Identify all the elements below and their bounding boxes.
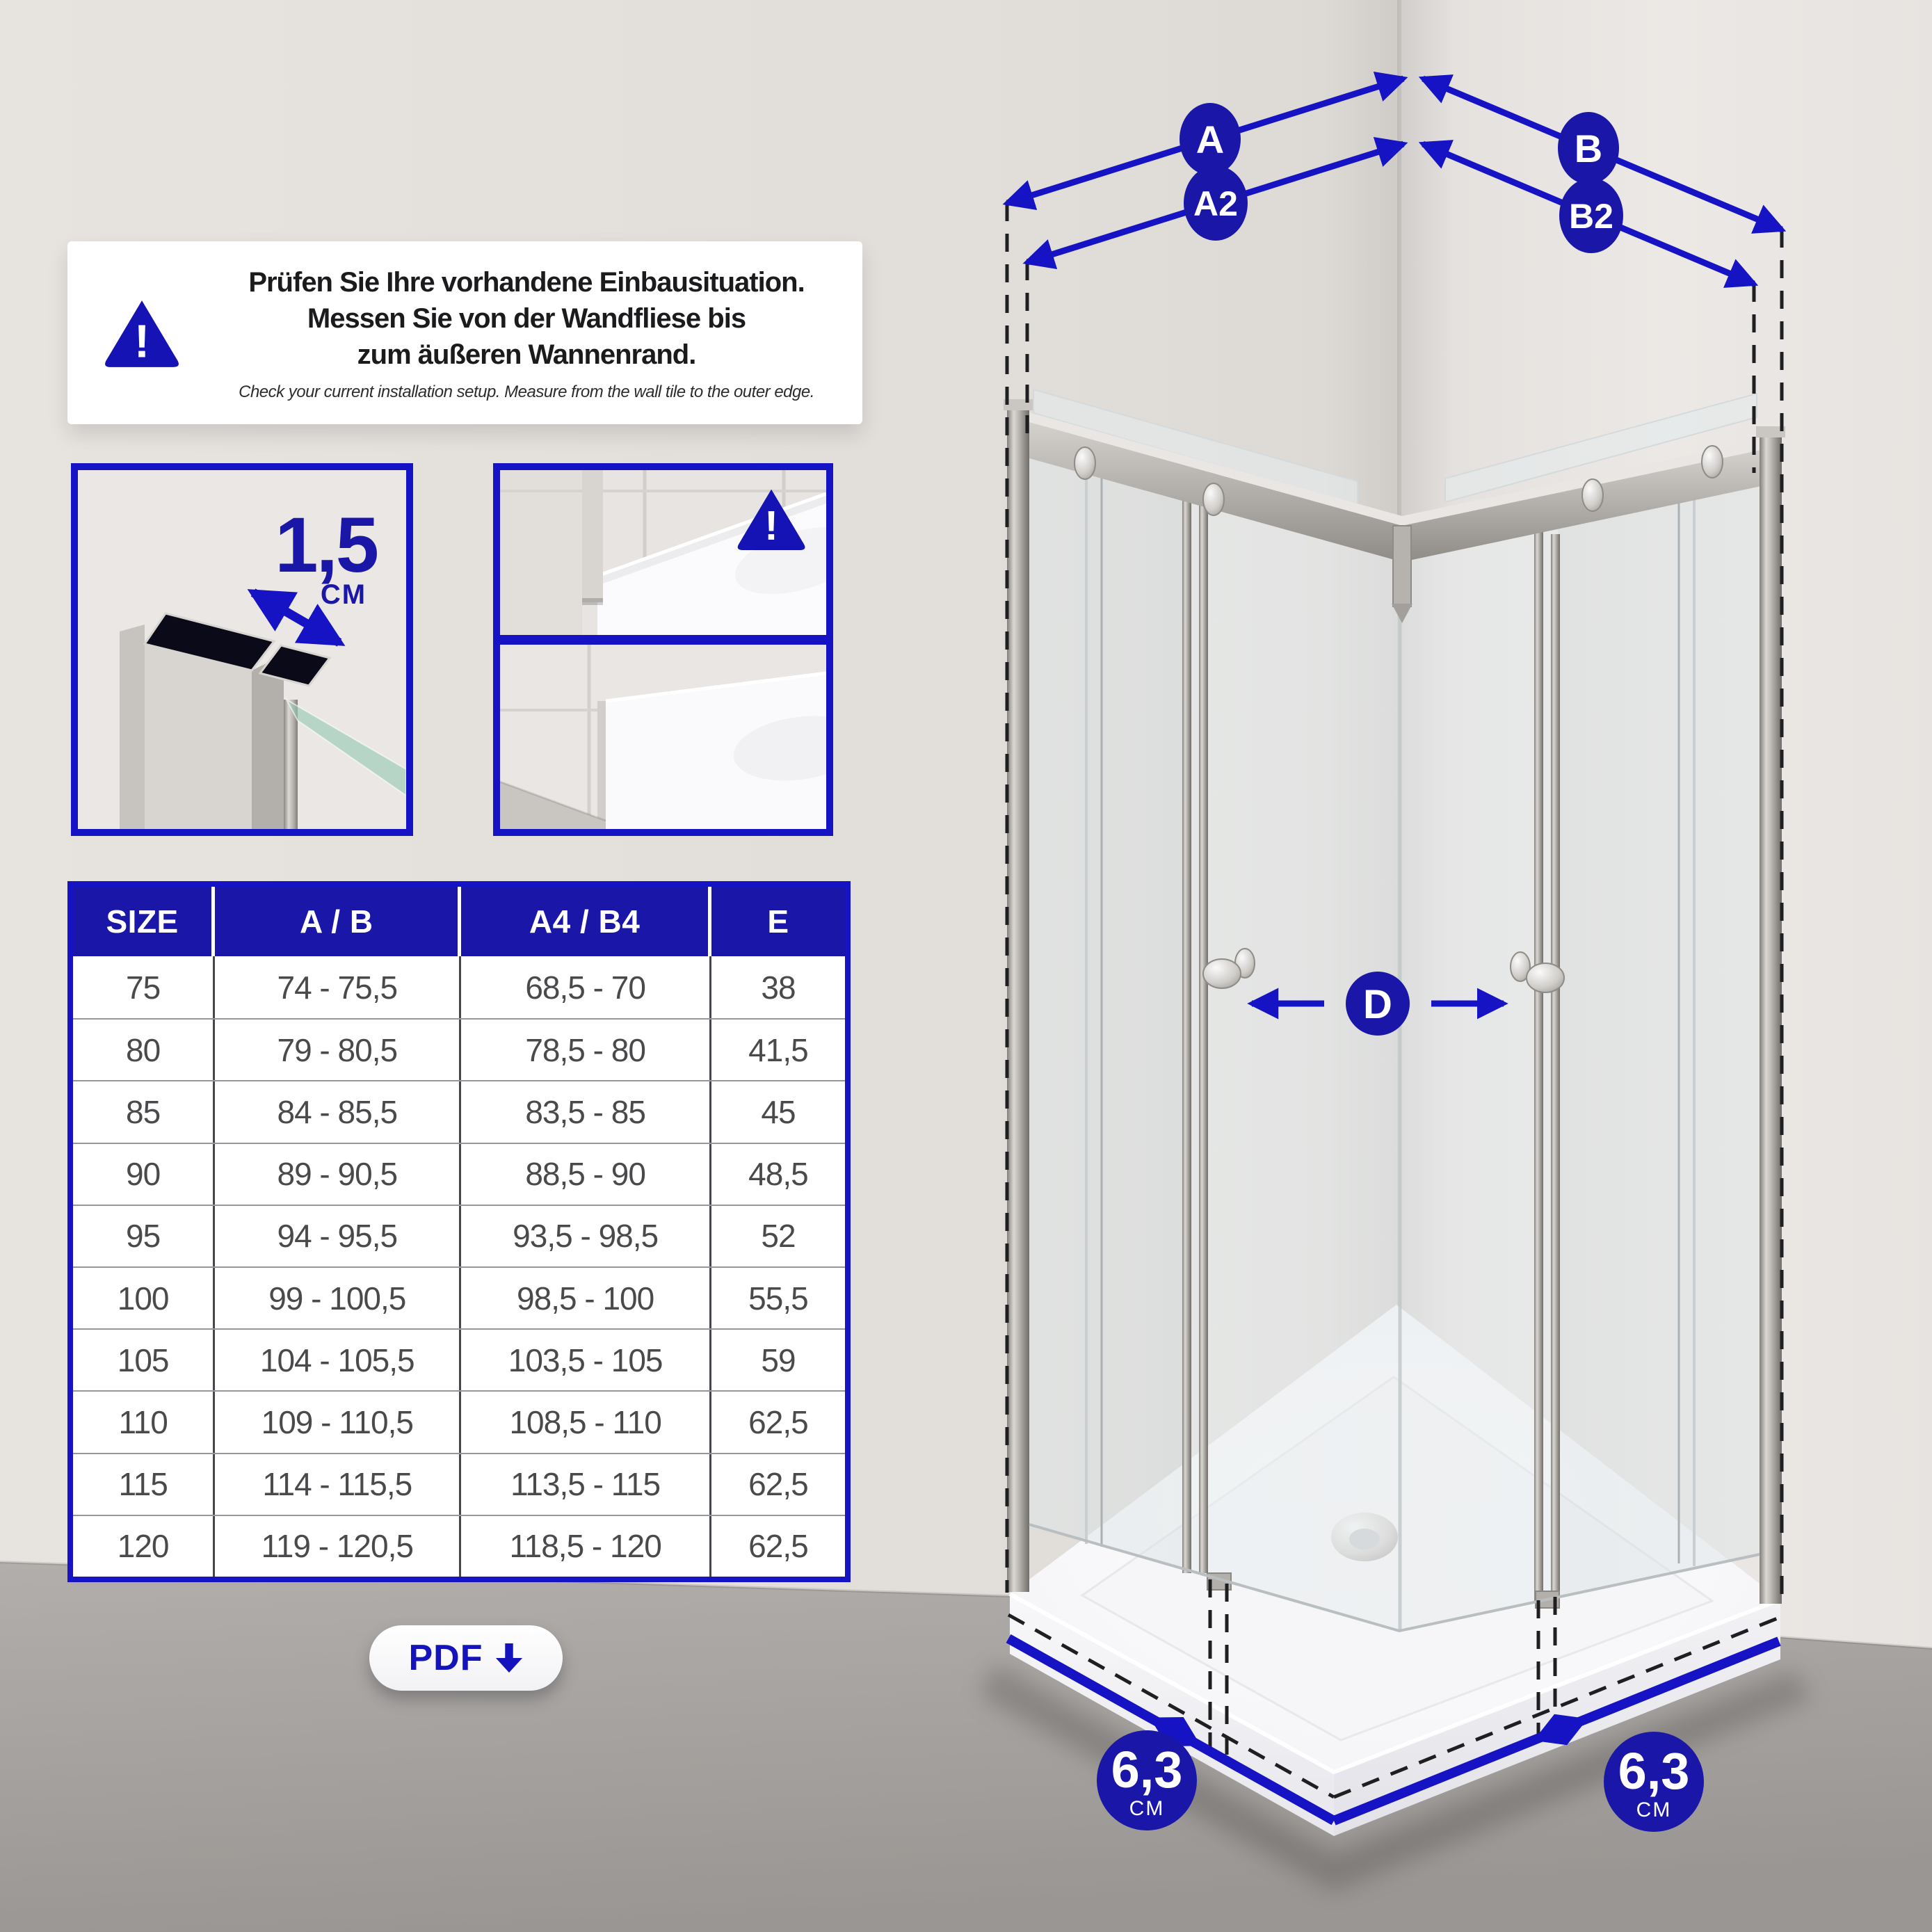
size-table (67, 881, 851, 1582)
table-row (73, 956, 845, 1018)
install-good-panel (500, 645, 826, 829)
sliding-door-left (1182, 495, 1399, 1631)
table-cell: 108,5 - 110 (461, 1392, 711, 1452)
roller-icon (1203, 483, 1224, 515)
table-cell: 103,5 - 105 (461, 1330, 711, 1390)
roller-icon (1702, 446, 1723, 478)
roller-icon (1074, 447, 1095, 479)
table-cell: 80 (73, 1020, 215, 1080)
label-A2 (1184, 166, 1248, 241)
edge-left-unit: CM (1129, 1797, 1165, 1820)
table-cell: 94 - 95,5 (215, 1206, 461, 1266)
table-cell: 119 - 120,5 (215, 1516, 461, 1577)
pdf-download-button[interactable] (369, 1625, 563, 1691)
table-cell: 62,5 (748, 1528, 808, 1565)
table-cell: 75 (73, 956, 215, 1018)
wall-profile-right (1760, 433, 1782, 1604)
warning-texts (67, 264, 862, 402)
table-cell: 104 - 105,5 (215, 1330, 461, 1390)
table-cell: 95 (73, 1206, 215, 1266)
detail-installation (493, 463, 833, 836)
table-cell: 59 (761, 1342, 796, 1378)
table-cell: 68,5 - 70 (461, 956, 711, 1018)
table-cell: 74 - 75,5 (215, 956, 461, 1018)
table-cell: 118,5 - 120 (461, 1516, 711, 1577)
table-cell: 115 (73, 1454, 215, 1515)
label-D-text: D (1363, 982, 1392, 1027)
edge-left-value: 6,3 (1111, 1741, 1183, 1798)
label-A (1180, 103, 1241, 175)
label-B2-text: B2 (1569, 197, 1613, 236)
gap-value: 1,5 (275, 501, 377, 588)
gap-unit: CM (320, 579, 367, 610)
table-cell: 88,5 - 90 (461, 1144, 711, 1205)
roller-icon (1582, 479, 1603, 511)
table-cell: 62,5 (748, 1466, 808, 1503)
header-e: E (767, 903, 789, 940)
wall-profile-left (1007, 405, 1029, 1592)
warning-triangle-icon (102, 296, 182, 370)
door-frame-right-a (1534, 530, 1543, 1602)
table-row (73, 1080, 845, 1142)
table-row (73, 1205, 845, 1266)
label-A2-text: A2 (1193, 184, 1238, 223)
edge-badge-left (1097, 1730, 1197, 1830)
warning-line-1: Prüfen Sie Ihre vorhandene Einbausituation. (248, 266, 805, 298)
table-cell: 85 (73, 1081, 215, 1142)
label-B2 (1559, 178, 1623, 253)
warning-line-3: zum äußeren Wannenrand. (357, 339, 696, 370)
table-cell: 98,5 - 100 (461, 1268, 711, 1328)
table-cell: 100 (73, 1268, 215, 1328)
table-cell: 99 - 100,5 (215, 1268, 461, 1328)
table-cell: 93,5 - 98,5 (461, 1206, 711, 1266)
sliding-door-right (1399, 512, 1558, 1631)
table-cell: 55,5 (748, 1280, 808, 1317)
table-row (73, 1515, 845, 1577)
header-size: SIZE (73, 887, 215, 956)
table-cell: 52 (761, 1218, 796, 1255)
table-cell: 45 (761, 1093, 796, 1130)
edge-right-unit: CM (1636, 1798, 1672, 1821)
label-B-text: B (1574, 127, 1603, 170)
overlapping-tile (582, 470, 603, 602)
label-A-text: A (1196, 118, 1225, 161)
install-bad-panel (500, 470, 826, 635)
warning-mark: ! (764, 502, 778, 549)
table-cell: 90 (73, 1144, 215, 1205)
rail-corner-connector (1393, 526, 1411, 606)
detail-profile-adjustment (71, 463, 413, 836)
table-cell: 38 (761, 969, 796, 1006)
table-cell: 109 - 110,5 (215, 1392, 461, 1452)
door-frame-left-b (1199, 501, 1208, 1573)
panel-divider (500, 635, 826, 645)
door-frame-left-a (1182, 497, 1191, 1573)
size-table-header (73, 887, 845, 956)
pdf-label: PDF (408, 1638, 483, 1678)
door-frame-right-b (1551, 534, 1560, 1602)
header-a4-b4: A4 / B4 (461, 887, 711, 956)
download-arrow-icon (494, 1642, 524, 1674)
table-cell: 48,5 (748, 1156, 808, 1193)
table-cell: 62,5 (748, 1403, 808, 1440)
warning-box (67, 241, 862, 424)
table-cell: 110 (73, 1392, 215, 1452)
table-cell: 84 - 85,5 (215, 1081, 461, 1142)
table-row (73, 1453, 845, 1515)
size-table-body (73, 956, 845, 1577)
table-row (73, 1143, 845, 1205)
table-cell: 113,5 - 115 (461, 1454, 711, 1515)
warning-line-2: Messen Sie von der Wandfliese bis (307, 303, 746, 334)
table-cell: 105 (73, 1330, 215, 1390)
table-cell: 120 (73, 1516, 215, 1577)
table-row (73, 1266, 845, 1328)
table-row (73, 1018, 845, 1080)
table-row (73, 1328, 845, 1390)
table-row (73, 1390, 845, 1452)
table-cell: 41,5 (748, 1031, 808, 1068)
header-a-b: A / B (215, 887, 461, 956)
table-cell: 89 - 90,5 (215, 1144, 461, 1205)
table-cell: 79 - 80,5 (215, 1020, 461, 1080)
table-cell: 83,5 - 85 (461, 1081, 711, 1142)
edge-right-value: 6,3 (1618, 1742, 1690, 1800)
label-B (1558, 112, 1619, 184)
table-cell: 78,5 - 80 (461, 1020, 711, 1080)
warning-mark: ! (134, 315, 150, 368)
warning-subtext: Check your current installation setup. Measure from the wall tile to the outer edge. (239, 382, 814, 401)
table-cell: 114 - 115,5 (215, 1454, 461, 1515)
edge-badge-right (1604, 1732, 1704, 1832)
